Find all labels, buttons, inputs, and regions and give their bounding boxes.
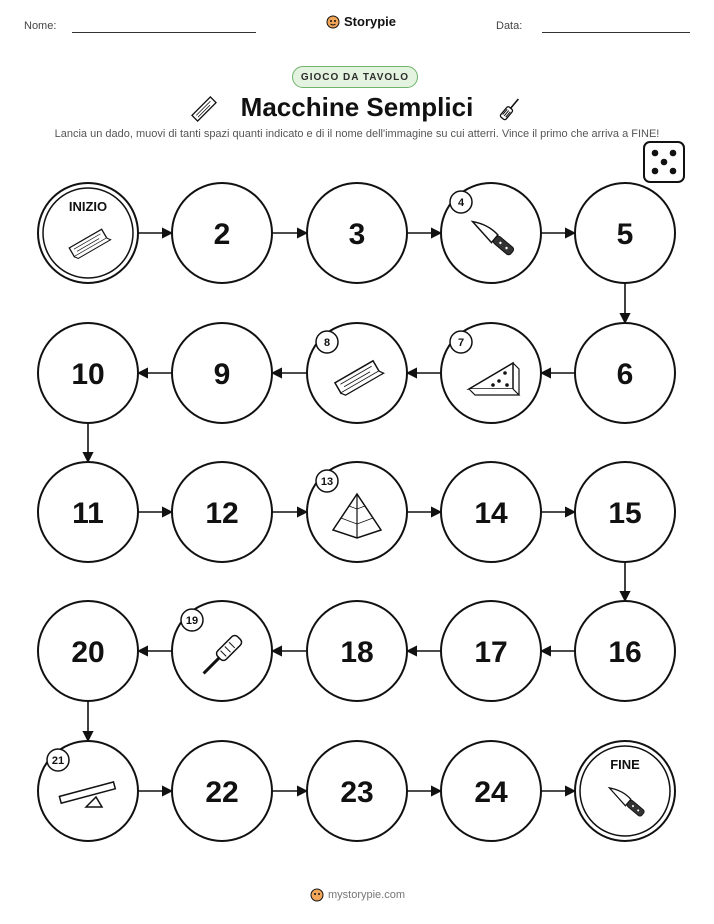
footer <box>310 888 405 902</box>
board-space-3[interactable] <box>307 183 407 283</box>
space-number: 2 <box>213 218 231 251</box>
board-space-22[interactable] <box>172 741 272 841</box>
board-space-21[interactable] <box>38 741 138 841</box>
space-number: 23 <box>340 776 374 809</box>
storypie-mascot-icon <box>310 888 324 902</box>
space-number: 10 <box>71 358 105 391</box>
space-number: 15 <box>608 497 642 530</box>
space-number: 22 <box>205 776 239 809</box>
board-space-7[interactable] <box>441 323 541 423</box>
space-number: 5 <box>616 218 634 251</box>
board-space-9[interactable] <box>172 323 272 423</box>
board-space-18[interactable] <box>307 601 407 701</box>
board-space-5[interactable] <box>575 183 675 283</box>
board-space-8[interactable] <box>307 323 407 423</box>
footer-url: mystorypie.com <box>328 889 406 901</box>
board-space-20[interactable] <box>38 601 138 701</box>
board-space-1[interactable] <box>38 183 138 283</box>
space-number: 19 <box>185 615 199 627</box>
board-space-16[interactable] <box>575 601 675 701</box>
space-number: 16 <box>608 636 642 669</box>
space-number: 20 <box>71 636 105 669</box>
space-number: 24 <box>474 776 508 809</box>
name-label: Nome: <box>24 20 57 32</box>
board-space-10[interactable] <box>38 323 138 423</box>
dice-icon <box>644 142 684 182</box>
space-circle <box>575 741 675 841</box>
space-number: 18 <box>340 636 374 669</box>
date-label: Data: <box>496 20 523 32</box>
space-number: 12 <box>205 497 239 530</box>
board-space-2[interactable] <box>172 183 272 283</box>
board-space-14[interactable] <box>441 462 541 562</box>
space-circle <box>38 183 138 283</box>
space-number: 8 <box>323 337 331 349</box>
board-space-12[interactable] <box>172 462 272 562</box>
category-badge: GIOCO DA TAVOLO <box>292 66 418 88</box>
board-space-11[interactable] <box>38 462 138 562</box>
board-space-25[interactable] <box>575 741 675 841</box>
board-space-23[interactable] <box>307 741 407 841</box>
space-label: INIZIO <box>68 199 108 214</box>
board-space-24[interactable] <box>441 741 541 841</box>
space-number: 9 <box>213 358 231 391</box>
instructions: Lancia un dado, muovi di tanti spazi quanti indicato e di il nome dell'immagine su cui atterri. Vince il primo che arriva a FINE! <box>54 128 660 140</box>
board-space-15[interactable] <box>575 462 675 562</box>
space-number: 4 <box>457 197 465 209</box>
space-number: 13 <box>320 476 334 488</box>
space-number: 6 <box>616 358 634 391</box>
space-number: 21 <box>51 755 65 767</box>
board-space-13[interactable] <box>307 462 407 562</box>
space-label: FINE <box>610 757 640 772</box>
page-title-text: Macchine Semplici <box>240 92 474 122</box>
board-space-6[interactable] <box>575 323 675 423</box>
board-space-4[interactable] <box>441 183 541 283</box>
brand-name: Storypie <box>344 14 397 29</box>
space-number: 17 <box>474 636 508 669</box>
space-number: 3 <box>348 218 366 251</box>
board-space-17[interactable] <box>441 601 541 701</box>
space-number: 11 <box>72 497 104 530</box>
space-number: 14 <box>474 497 508 530</box>
space-number: 7 <box>457 337 465 349</box>
board-space-19[interactable] <box>172 601 272 701</box>
